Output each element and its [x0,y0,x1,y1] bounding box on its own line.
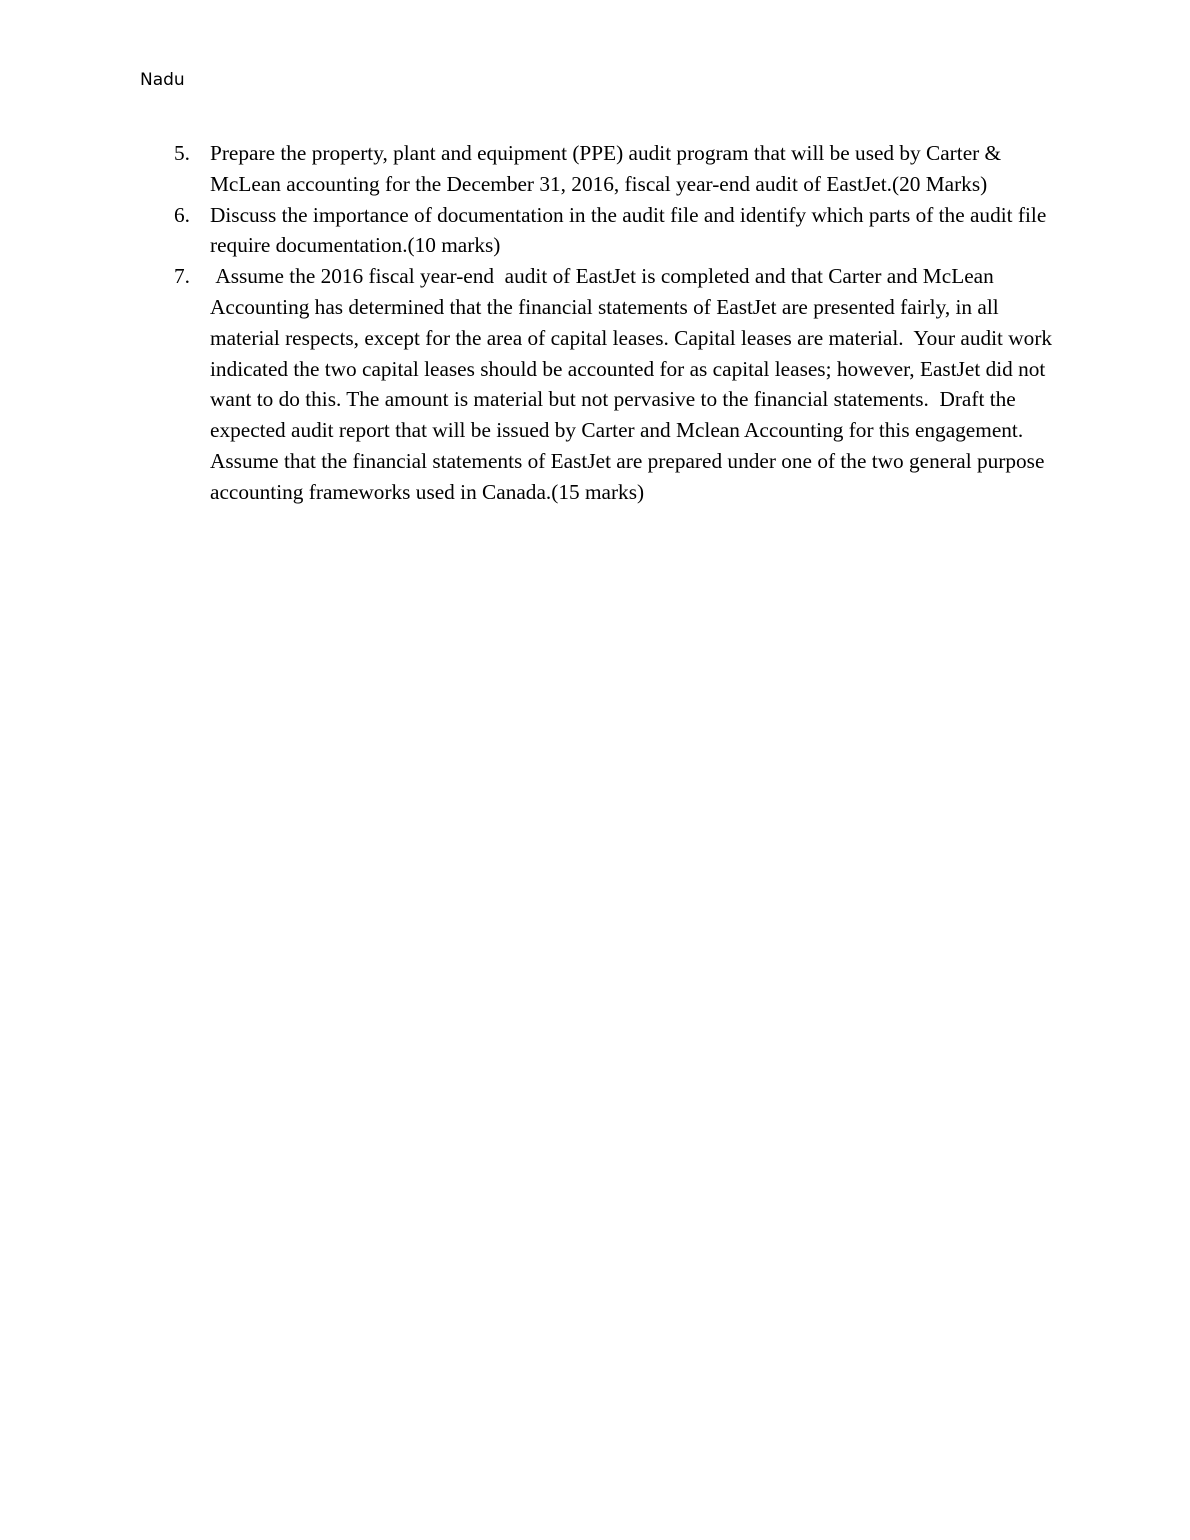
question-text: Assume the 2016 fiscal year-end audit of EastJet is completed and that Carter and McLean Accounting has determined that the financial statements of EastJet are presented fairly, in all material respects, except for the area of capital leases. Capital leases are material. Your audit work indicated the two capital leases should be accounted for as capital leases; however, EastJet did not want to do this. The amount is material but not pervasive to the financial statements. Draft the expected audit report that will be issued by Carter and Mclean Accounting for this engagement. Assume that the financial statements of EastJet are prepared under one of the two general purpose accounting frameworks used in Canada.(15 marks) [210,264,1058,504]
question-text: Discuss the importance of documentation in the audit file and identify which parts of the audit file require documentation.(10 marks) [210,202,1052,258]
question-number: 7. [174,264,190,289]
header-author-name: Nadu [140,70,185,90]
question-list [174,138,1058,508]
question-item-5 [174,138,1054,200]
question-number: 6. [174,202,190,227]
question-number: 5. [174,141,190,165]
question-text: Prepare the property, plant and equipment (PPE) audit program that will be used by Carter & McLean accounting for the December 31, 2016, fiscal year-end audit of EastJet.(20 Marks) [210,141,1007,196]
question-item-6 [174,200,1054,262]
question-item-7 [174,261,1058,507]
